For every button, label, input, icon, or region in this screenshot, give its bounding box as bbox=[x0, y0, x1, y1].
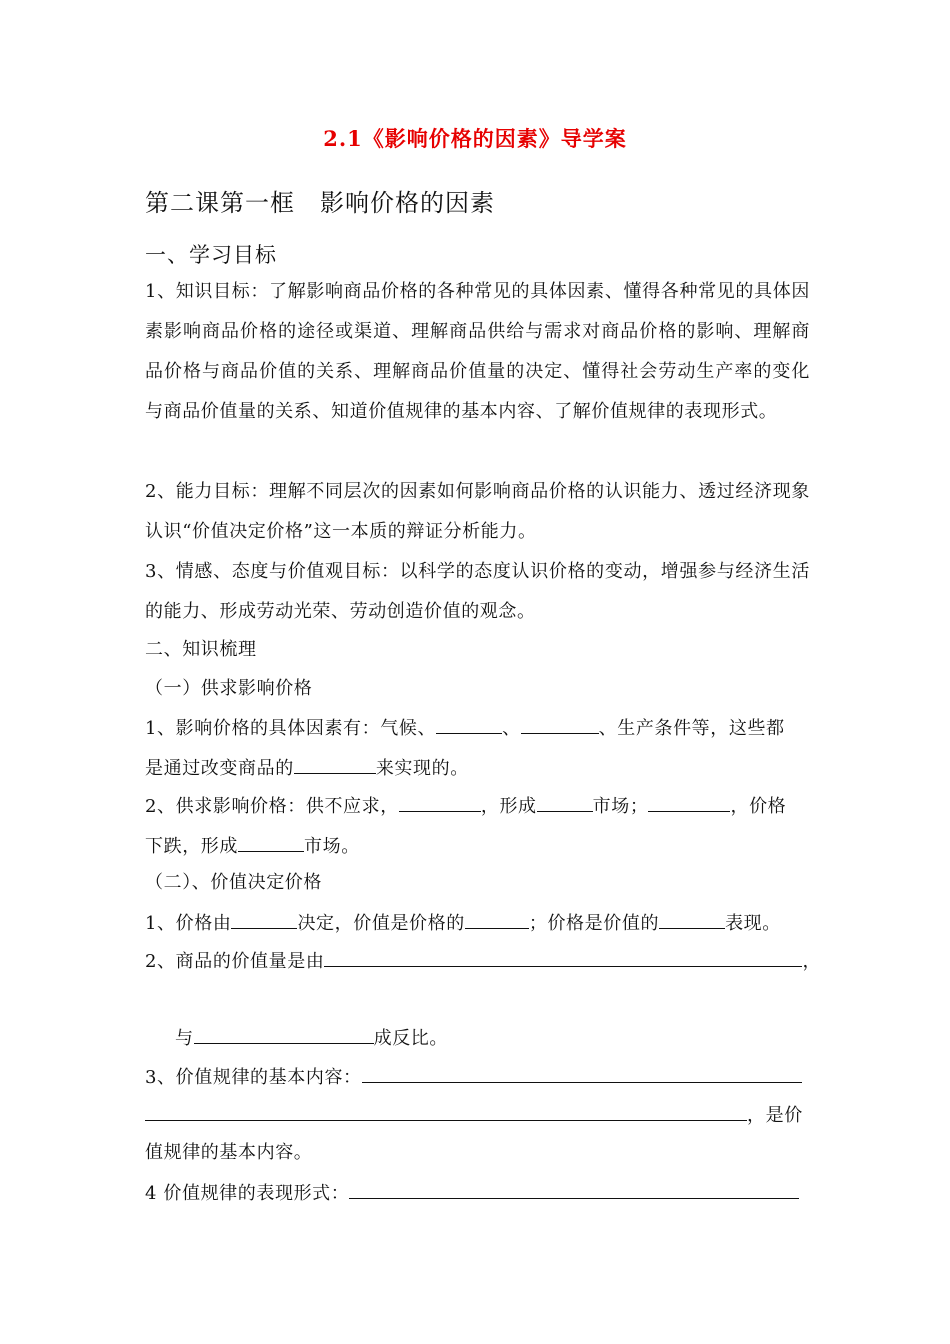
document-title: 2.1《影响价格的因素》导学案 bbox=[323, 126, 627, 151]
answer-blank[interactable] bbox=[194, 1025, 374, 1044]
question-row bbox=[145, 1180, 799, 1206]
question-text: 是通过改变商品的 bbox=[145, 758, 294, 779]
question-text: 2、供求影响价格：供不应求， bbox=[145, 796, 399, 817]
answer-blank[interactable] bbox=[238, 833, 304, 852]
question-text: 2、商品的价值量是由 bbox=[145, 951, 325, 972]
section-learning-goals-heading: 一、学习目标 bbox=[145, 243, 277, 267]
question-text: 1、影响价格的具体因素有：气候、 bbox=[145, 718, 437, 739]
section-knowledge-review-heading: 二、知识梳理 bbox=[145, 639, 257, 660]
answer-blank[interactable] bbox=[537, 793, 593, 812]
subsection-value-heading: （二）、价值决定价格 bbox=[145, 872, 322, 893]
answer-blank[interactable] bbox=[362, 1064, 802, 1083]
answer-blank[interactable] bbox=[436, 715, 502, 734]
lesson-heading: 第二课第一框 影响价格的因素 bbox=[145, 189, 495, 217]
question-text: ，形成 bbox=[480, 796, 537, 817]
question-text: 下跌，形成 bbox=[145, 836, 238, 857]
question-text: 市场。 bbox=[304, 836, 360, 857]
question-text: 来实现的。 bbox=[375, 758, 469, 779]
question-row bbox=[145, 948, 821, 974]
question-row bbox=[145, 793, 786, 819]
question-text: ， bbox=[802, 951, 822, 972]
knowledge-goal-paragraph: 1、知识目标：了解影响商品价格的各种常见的具体因素、懂得各种常见的具体因素影响商品价格的途径或渠道、理解商品供给与需求对商品价格的影响、理解商品价格与商品价值的关系、理解商品价值量的决定、懂得社会劳动生产率的变化与商品价值量的关系、知道价值规律的基本内容、了解价值规律的表现形式。 bbox=[145, 281, 810, 422]
question-row bbox=[145, 755, 469, 781]
question-row bbox=[145, 910, 781, 936]
question-text: ，是价 bbox=[747, 1105, 803, 1126]
question-text: 1、价格由 bbox=[145, 913, 232, 934]
answer-blank[interactable] bbox=[659, 910, 725, 929]
answer-blank[interactable] bbox=[465, 910, 529, 929]
answer-blank[interactable] bbox=[521, 715, 599, 734]
emotion-goal-paragraph: 3、情感、态度与价值观目标：以科学的态度认识价格的变动，增强参与经济生活的能力、形成劳动光荣、劳动创造价值的观念。 bbox=[145, 561, 810, 622]
answer-blank[interactable] bbox=[324, 948, 802, 967]
answer-blank[interactable] bbox=[648, 793, 730, 812]
question-text: ，价格 bbox=[730, 796, 787, 817]
question-row bbox=[145, 833, 360, 859]
question-row bbox=[145, 1102, 803, 1128]
answer-blank[interactable] bbox=[145, 1102, 747, 1121]
question-text: 值规律的基本内容。 bbox=[145, 1142, 313, 1163]
answer-blank[interactable] bbox=[399, 793, 481, 812]
question-text: 、 bbox=[502, 718, 521, 739]
answer-blank[interactable] bbox=[349, 1180, 799, 1199]
question-text: 4 价值规律的表现形式： bbox=[145, 1183, 350, 1204]
question-text: 3、价值规律的基本内容： bbox=[145, 1067, 362, 1088]
ability-goal-paragraph: 2、能力目标：理解不同层次的因素如何影响商品价格的认识能力、透过经济现象认识“价值决定价格”这一本质的辩证分析能力。 bbox=[145, 481, 810, 542]
question-row bbox=[145, 1064, 802, 1090]
subsection-supply-demand-heading: （一）供求影响价格 bbox=[145, 678, 313, 699]
question-text: 、生产条件等，这些都 bbox=[598, 718, 785, 739]
question-text: ；价格是价值的 bbox=[528, 913, 660, 934]
question-text: 市场； bbox=[592, 796, 649, 817]
answer-blank[interactable] bbox=[294, 755, 376, 774]
question-text: 与 bbox=[175, 1028, 194, 1049]
question-text: 表现。 bbox=[725, 913, 781, 934]
question-text: 成反比。 bbox=[373, 1028, 449, 1049]
question-text: 决定，价值是价格的 bbox=[297, 913, 465, 934]
answer-blank[interactable] bbox=[231, 910, 297, 929]
question-row bbox=[145, 715, 785, 741]
question-row bbox=[175, 1025, 448, 1051]
